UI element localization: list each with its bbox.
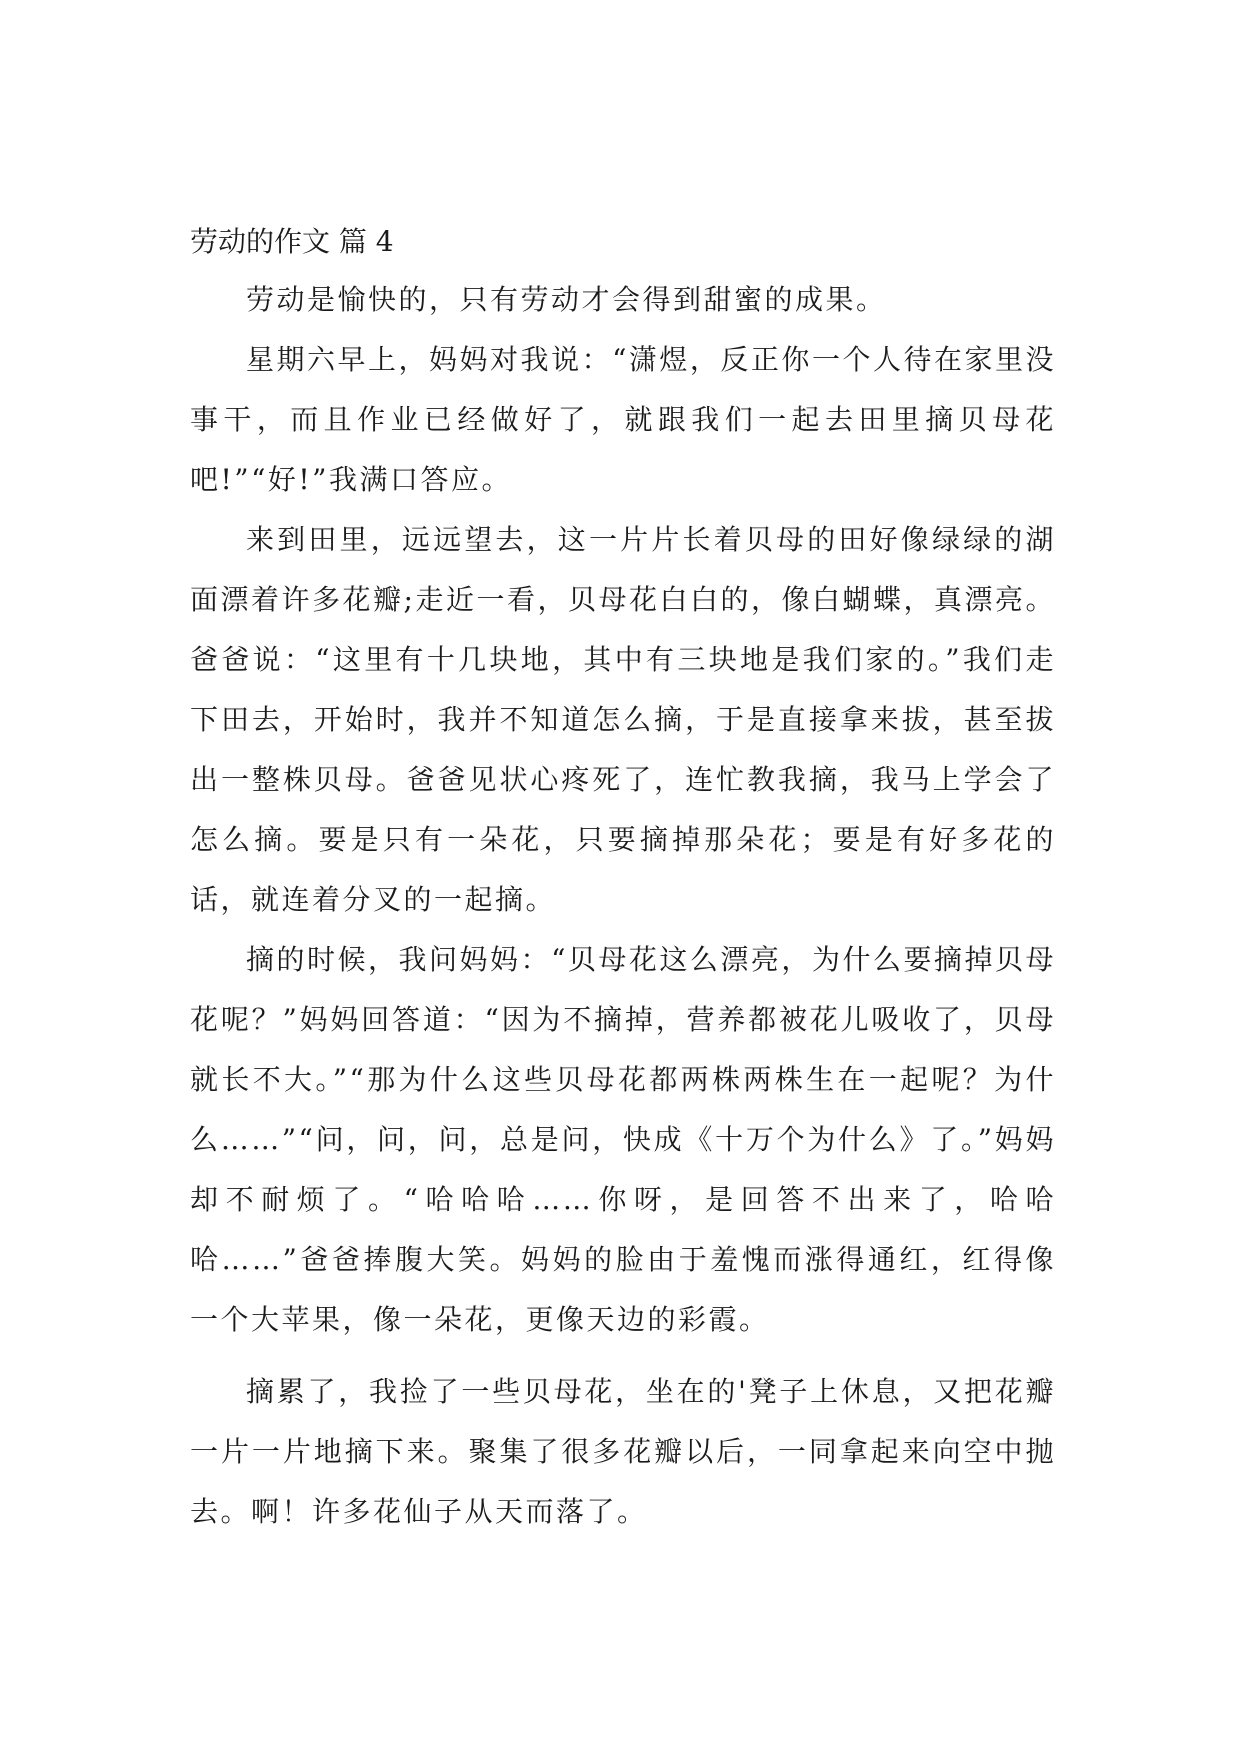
paragraph: 星期六早上，妈妈对我说：“潇煜，反正你一个人待在家里没事干，而且作业已经做好了，就跟我们一起去田里摘贝母花吧!”“好!”我满口答应。 [190, 343, 1056, 496]
essay-title: 劳动的作文 篇 4 [190, 225, 394, 258]
paragraph: 摘累了，我捡了一些贝母花，坐在的'凳子上休息，又把花瓣一片一片地摘下来。聚集了很多花瓣以后，一同拿起来向空中抛去。啊！许多花仙子从天而落了。 [190, 1375, 1056, 1528]
essay-body [190, 270, 1056, 1542]
paragraph: 来到田里，远远望去，这一片片长着贝母的田好像绿绿的湖面漂着许多花瓣;走近一看，贝母花白白的，像白蝴蝶，真漂亮。爸爸说：“这里有十几块地，其中有三块地是我们家的。”我们走下田去，开始时，我并不知道怎么摘，于是直接拿来拔，甚至拔出一整株贝母。爸爸见状心疼死了，连忙教我摘，我马上学会了怎么摘。要是只有一朵花，只要摘掉那朵花；要是有好多花的话，就连着分叉的一起摘。 [190, 523, 1056, 916]
paragraph: 摘的时候，我问妈妈：“贝母花这么漂亮，为什么要摘掉贝母花呢？”妈妈回答道：“因为不摘掉，营养都被花儿吸收了，贝母就长不大。”“那为什么这些贝母花都两株两株生在一起呢？为什么……”“问，问，问，总是问，快成《十万个为什么》了。”妈妈却不耐烦了。“哈哈哈……你呀，是回答不出来了，哈哈哈……”爸爸捧腹大笑。妈妈的脸由于羞愧而涨得通红，红得像一个大苹果，像一朵花，更像天边的彩霞。 [190, 943, 1056, 1336]
paragraph: 劳动是愉快的，只有劳动才会得到甜蜜的成果。 [246, 283, 887, 316]
